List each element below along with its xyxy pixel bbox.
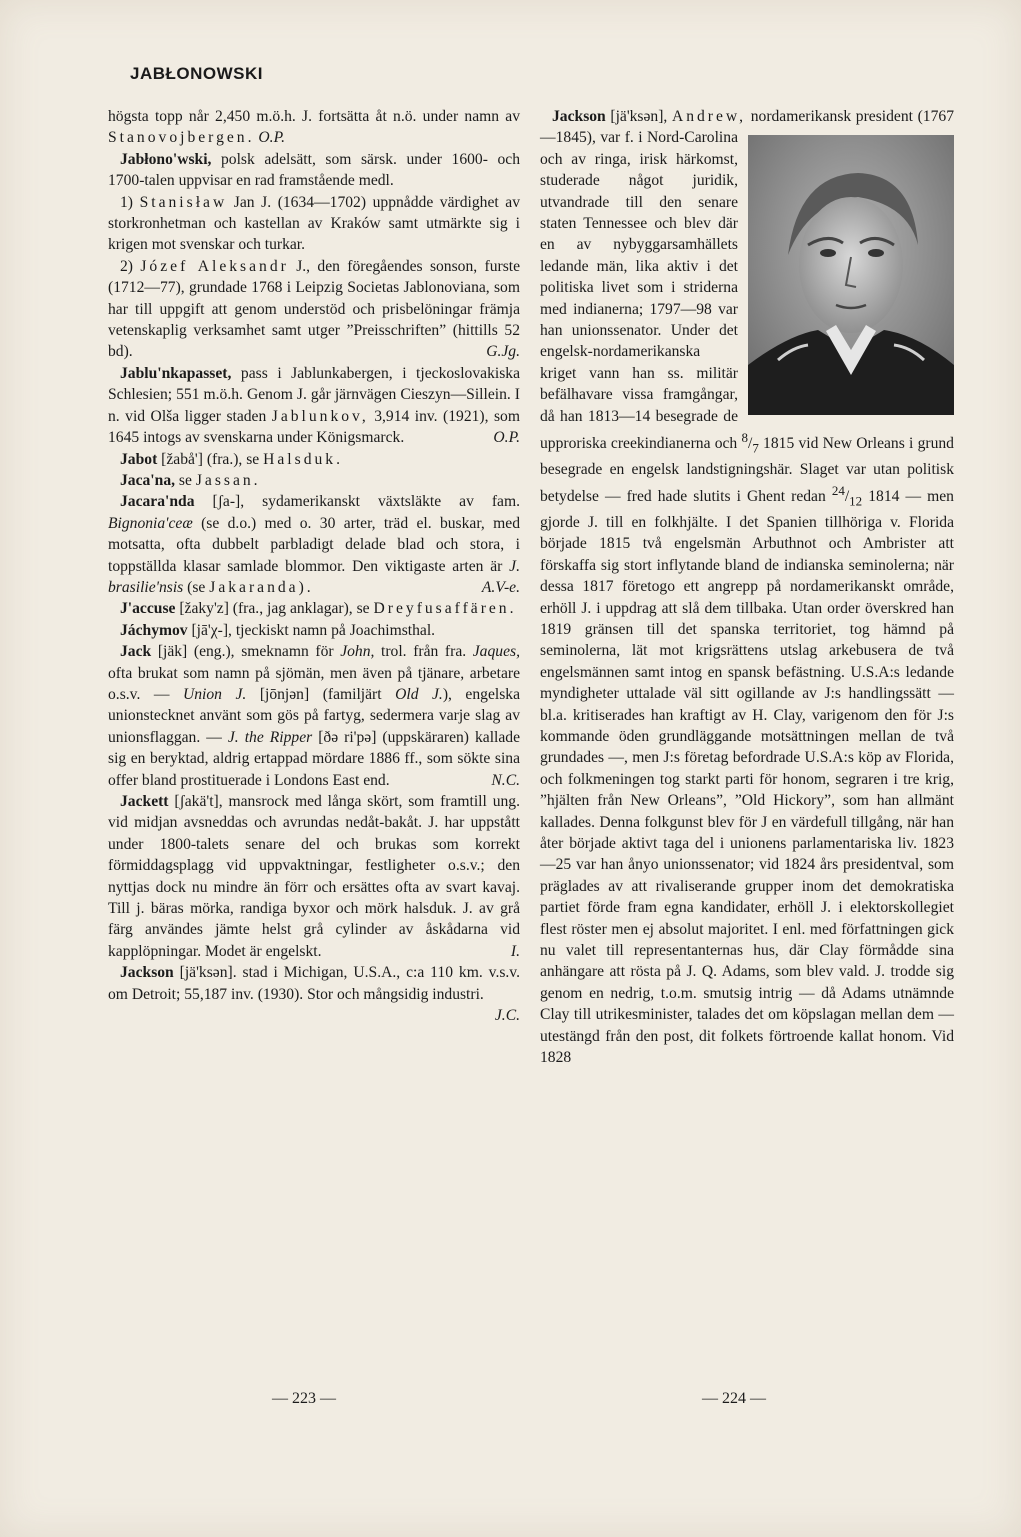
- entry-jachymov: Jáchymov [jā'χ-], tjeckiskt namn på Joachimsthal.: [120, 621, 436, 639]
- entry-jackett: Jackett [ʃakä't], mansrock med långa skört, som framtill ung. vid midjan avsneddas och avrundas nedåt-bakåt. J. har uppstått under 1800-talets senare del och brukas som korrekt förmiddagsplagg vid uppvaktningar, festligheter o.s.v.; den nyttjas dock nu mindre än förr och ersättes ofta av svart kavaj. Till j. bäras mörka, randiga byxor och mörk halsduk. J. av grå färg användes jämte helst grå cylinder av åskådarna vid kapplöpningar. Modet är engelskt. I.: [108, 793, 520, 960]
- portrait-andrew-jackson: [748, 135, 954, 415]
- entry-jackson-andrew: Jackson [jä'ksən], Andrew, nordamerikansk president (1767—1845), var f. i Nord-Carolina och av ringa, irisk härkomst, studerade något juridik, utvandrade till den senare staten Tennessee och blev där en av nybyggarsamhällets ledande män, lika aktiv i det politiska livet som i striderna med indianerna; 1797—98 var han unionssenator. Under det engelsk-nordamerikanska kriget vann han ss. militär befälhavare vissa framgångar, då han 1813—14 besegrade de upproriska creekindianerna och $^8/_7$ 1815 vid New Orleans i grund besegrade en engelsk landstigningshär. Slaget var utan politisk betydelse — fred hade slutits i Ghent redan $^{24}/_{12}$ 1814 — men gjorde J. till en folkhjälte. I det Spanien tillhöriga v. Florida började 1815 två engelsmän Arbuthnot och Ambrister att förskaffa sig stort inflytande bland de indianska seminolerna; när dessa 1817 företogo ett angrepp på nordamerikanskt område, erhöll J. i uppdrag att slå dem tillbaka. Utan order överskred han 1819 gränsen till det spanska territoriet, tog hämnd på seminolerna, lät mot krigsrättens utslag arkebusera de två engelsmännen samt intog en spansk befästning. U.S.A:s ledande myndigheter uttalade väl sitt ogillande av J:s handlingssätt — bl.a. kritiserades han kraftigt av H. Clay, varigenom den för J:s kommande öden grundläggande motsättningen mellan de två grundades —, men J:s företag befordrade U.S.A:s köp av Florida, och folkmeningen tog starkt parti för honom, segraren i tre krig, ”hjälten från New Orleans”, ”Old Hickory”, som han allmänt kallades. Denna folkgunst blev för J en värdefull tillgång, när han åter började aktivt taga del i unionens parlamentariska liv. 1823 —25 var han ånyo unionssenator; vid 1824 års presidentval, som präglades av att rivaliserande grupper inom det demokratiska partiet förde fram egna kandidater, erhöll J. i elektorskollegiet flest röster men ej absolut majoritet. I enl. med författningen gick nu valet till representanternas hus, där Clay förmådde sina anhängare att rösta på J. Q. Adams, som blev vald. J. trodde sig genom en nedrig, t.o.m. smutsig intrig — då Adams utnämnde Clay till utrikesminister, talades det om köpslagan mellan dem — utestängd från den post, dit folkets förtroende kallat honom. Vid 1828: [540, 108, 954, 1067]
- date-sup-2: 24: [831, 483, 845, 499]
- date-sup-1: 8: [741, 430, 748, 446]
- portrait-image: [748, 135, 954, 415]
- entry-continuation: högsta topp når 2,450 m.ö.h. J. fortsätta åt n.ö. under namn av Stanovojbergen. O.P.: [108, 108, 520, 147]
- page-number-right: — 224 —: [702, 1390, 766, 1407]
- entry-jacana: Jaca'na, se Jassan.: [120, 471, 261, 489]
- entry-jack: Jack [jäk] (eng.), smeknamn för John, trol. från fra. Jaques, ofta brukat som namn på sjömän, men även på tjänare, arbetare o.s.v. — Union J. [jōnjən] (familjärt Old J.), engelska unionstecknet använt som gös på fartyg, sedermera varje slag av unionsflaggan. — J. the Ripper [ðə ri'pə] (uppskäraren) kallade sig en beryktad, aldrig ertappad mördare 1886 ff., som sökte sina offer bland prostituerade i Londons East end. N.C.: [108, 643, 521, 789]
- entry-jacaranda: Jacara'nda [ʃa-], sydamerikanskt växtsläkte av fam. Bignonia'ceæ (se d.o.) med o. 30 arter, träd el. buskar, med motsatta, ofta dubbelt parbladigt delade blad och stora, i toppställda klasar samlade blommor. Den viktigaste arten är J. brasilie'nsis (se Jakaranda). A.V-e.: [108, 493, 521, 596]
- entry-jablonowski: Jabłono'wski, polsk adelsätt, som särsk. under 1600- och 1700-talen uppvisar en rad framstående medl.: [108, 150, 520, 190]
- page-header-title: JABŁONOWSKI: [130, 64, 263, 83]
- right-column: [540, 106, 954, 1068]
- date-sub-2: 12: [849, 493, 863, 509]
- date-sub-1: 7: [752, 440, 759, 456]
- entry-jackson-city: Jackson [jä'ksən]. stad i Michigan, U.S.A., c:a 110 km. v.s.v. om Detroit; 55,187 inv. (1930). Stor och mångsidig industri. J.C.: [108, 964, 520, 1025]
- entry-jaccuse: J'accuse [žaky'z] (fra., jag anklagar), se Dreyfusaffären.: [120, 600, 517, 618]
- left-column: [108, 106, 520, 1026]
- entry-jablonowski-sub1: 1) Stanisław Jan J. (1634—1702) uppnådde värdighet av storkronhetman och kastellan av Kraków samt utmärkte sig i krigen mot svenskar och turkar.: [108, 193, 520, 254]
- entry-jablonowski-sub2: 2) Józef Aleksandr J., den föregåendes sonson, furste (1712—77), grundade 1768 i Leipzig Societas Jablonoviana, som har till uppgift att genom understöd och prisbelöningar främja vetenskaplig verksamhet samt utger ”Preisschriften” (hittills 52 bd). G.Jg.: [108, 257, 521, 361]
- entry-jabot: Jabot [žabå'] (fra.), se Halsduk.: [120, 450, 343, 468]
- entry-jablunkapasset: Jablu'nkapasset, pass i Jablunkabergen, i tjeckoslovakiska Schlesien; 551 m.ö.h. Genom J. går järnvägen Cieszyn—Sillein. I n. vid Olša ligger staden Jablunkov, 3,914 inv. (1921), som 1645 intogs av svenskarna under Königsmarck. O.P.: [108, 364, 520, 447]
- page-number-left: — 223 —: [272, 1390, 336, 1407]
